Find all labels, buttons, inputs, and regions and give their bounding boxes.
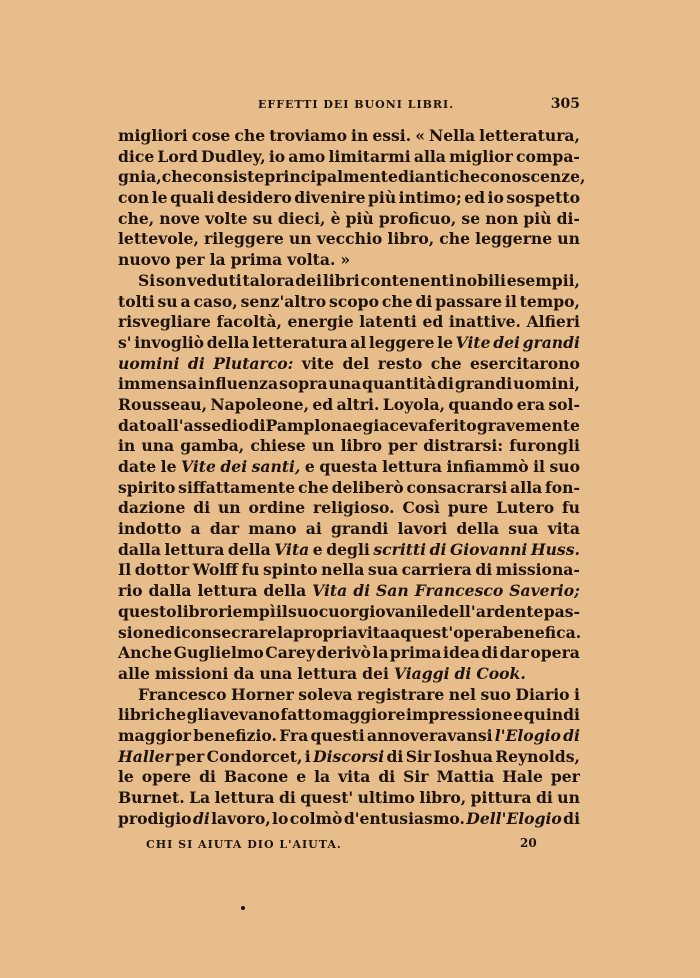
page-number: 305: [550, 96, 580, 112]
text-line: Burnet. La lettura di quest' ultimo libro, pittura di un: [118, 788, 580, 807]
text-line: uomini di Plutarco: vite del resto che esercitarono: [118, 353, 580, 373]
text-line: sione di consecrare la propria vita a quest'opera benefica.: [118, 622, 582, 642]
ink-speck: [241, 906, 245, 910]
text-line: Haller per Condorcet, i Discorsi di Sir Ioshua Reynolds,: [118, 746, 580, 766]
text-line: libri che gli avevano fatto maggiore impressione e quindi: [118, 705, 580, 725]
text-line: maggior benefizio. Fra questi annoveravansi l'Elogio di: [118, 725, 580, 745]
text-line: dazione di un ordine religioso. Così pure Lutero fu: [118, 498, 580, 518]
text-line: spirito siffattamente che deliberò consacrarsi alla fon-: [118, 477, 580, 497]
text-line: questo libro riempì il suo cuor giovanile dell' ardente pas-: [118, 601, 580, 621]
body-text: [118, 126, 586, 829]
text-line: alle missioni da una lettura dei Viaggi di Cook.: [118, 663, 526, 683]
text-line: indotto a dar mano ai grandi lavori della sua vita: [118, 519, 580, 539]
text-line: risvegliare facoltà, energie latenti ed inattive. Alfieri: [118, 312, 580, 332]
text-line: dice Lord Dudley, io amo limitarmi alla miglior compa-: [118, 146, 580, 166]
text-line: migliori cose che troviamo in essi. « Nella letteratura,: [118, 126, 580, 145]
text-line: Il dottor Wolff fu spinto nella sua carriera di missiona-: [118, 560, 580, 580]
printer-signature: CHI SI AIUTA DIO L'AIUTA.: [146, 838, 342, 851]
text-line: gnia, che consiste principalmente di antiche conoscenze,: [118, 167, 586, 187]
text-line: che, nove volte su dieci, è più proficuo, se non più di-: [118, 208, 580, 228]
text-line: rio dalla lettura della Vita di San Francesco Saverio;: [118, 581, 580, 601]
text-line: nuovo per la prima volta. »: [118, 250, 351, 270]
text-line: dato all'assedio di Pamplona e giaceva ferito gravemente: [118, 415, 580, 435]
page-footer: [118, 836, 580, 856]
text-line: prodigio di lavoro, lo colmò d'entusiasmo. Dell'Elogio di: [118, 808, 580, 828]
text-line: con le quali desidero divenire più intimo; ed io sospetto: [118, 188, 580, 208]
text-line: Anche Guglielmo Carey derivò la prima idea di dar opera: [118, 643, 580, 663]
text-line: immensa influenza sopra una quantità di grandi uomini,: [118, 374, 580, 394]
text-line: le opere di Bacone e la vita di Sir Mattia Hale per: [118, 767, 580, 787]
text-line: tolti su a caso, senz'altro scopo che di passare il tempo,: [118, 291, 580, 311]
text-line: Si son veduti talora dei libri contenenti nobili esempii,: [138, 270, 580, 290]
text-line: s' invogliò della letteratura al leggere le Vite dei grandi: [118, 332, 580, 352]
page-header: [118, 96, 580, 118]
text-line: in una gamba, chiese un libro per distrarsi: furongli: [118, 436, 580, 456]
text-line: date le Vite dei santi, e questa lettura infiammò il suo: [118, 457, 580, 476]
text-line: dalla lettura della Vita e degli scritti di Giovanni Huss.: [118, 539, 580, 559]
running-title: EFFETTI DEI BUONI LIBRI.: [258, 98, 455, 111]
signature-mark: 20: [520, 836, 537, 850]
text-line: Francesco Horner soleva registrare nel suo Diario i: [138, 684, 580, 704]
text-line: Rousseau, Napoleone, ed altri. Loyola, quando era sol-: [118, 394, 580, 414]
text-line: lettevole, rileggere un vecchio libro, che leggerne un: [118, 229, 580, 249]
